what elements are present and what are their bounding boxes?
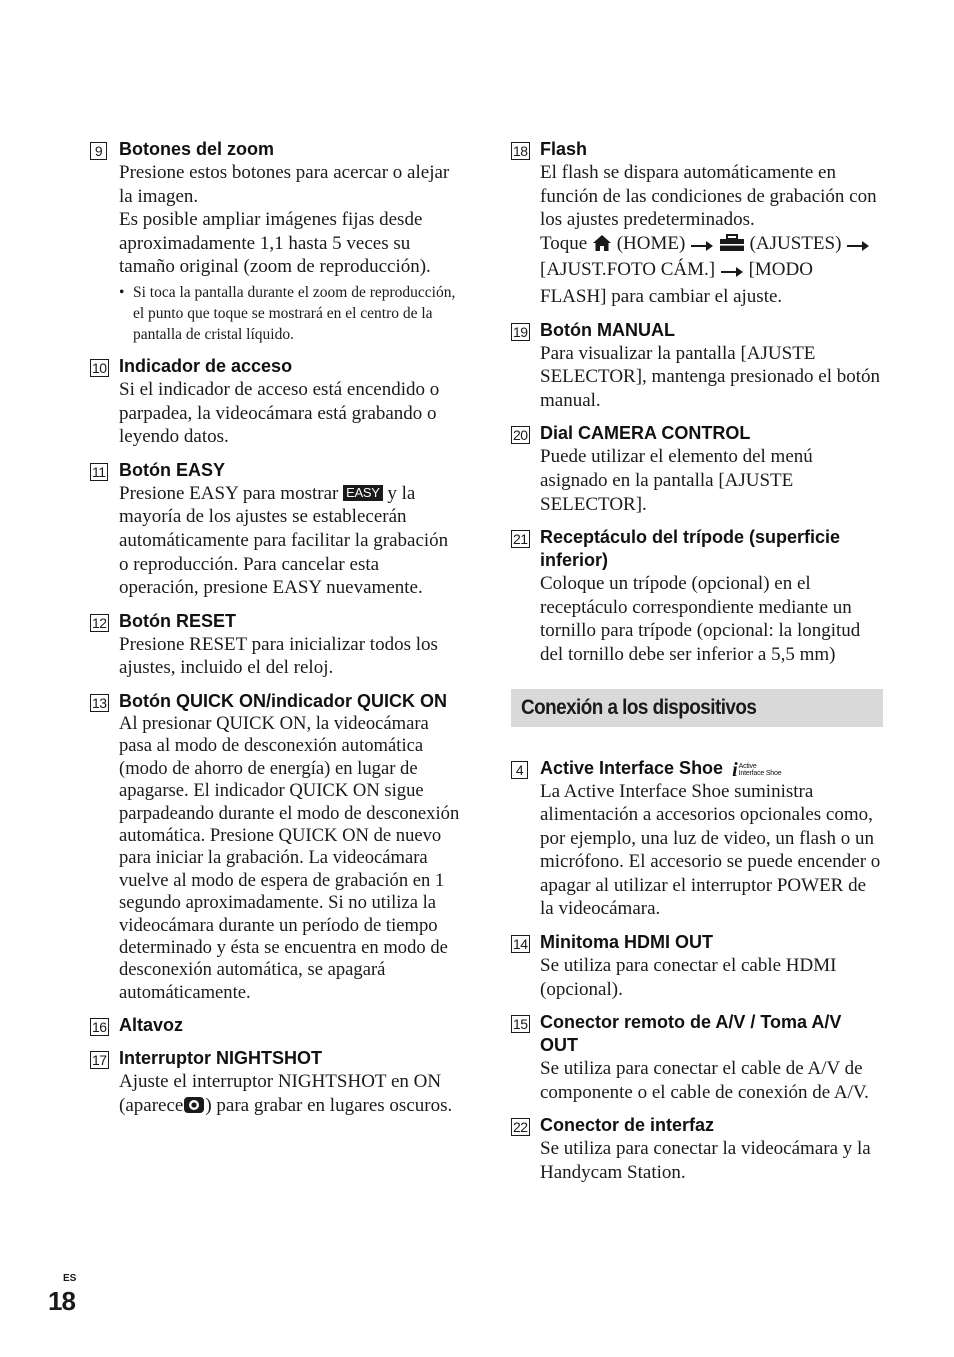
body-part: (AJUSTES) bbox=[749, 232, 842, 254]
item-title: Minitoma HDMI OUT bbox=[540, 932, 713, 953]
home-icon bbox=[592, 234, 612, 259]
item-easy-button bbox=[90, 459, 462, 600]
item-zoom-buttons bbox=[90, 138, 462, 345]
item-number: 18 bbox=[513, 143, 528, 159]
left-column bbox=[90, 138, 462, 1130]
item-number: 4 bbox=[511, 761, 528, 779]
item-speaker bbox=[90, 1014, 462, 1037]
item-title: Receptáculo del trípode (superficie inferior) bbox=[540, 527, 841, 571]
toolbox-icon bbox=[719, 234, 745, 259]
item-body: El flash se dispara automáticamente en función de las condiciones de grabación con los ajustes predeterminados. bbox=[540, 162, 877, 231]
item-body: La Active Interface Shoe suministra alimentación a accesorios opcionales como, por ejemplo, una luz de video, un flash o un micrófono. El accesorio se puede encender o apagar al utilizar el interruptor POWER de la videocámara. bbox=[540, 780, 881, 920]
arrow-right-icon bbox=[690, 235, 714, 259]
item-body: Presione estos botones para acercar o alejar la imagen. bbox=[119, 162, 450, 207]
item-interface-connector bbox=[511, 1114, 883, 1184]
item-number: 22 bbox=[513, 1119, 528, 1136]
body-part: [MODO FLASH] para cambiar el ajuste. bbox=[540, 259, 813, 307]
item-body: Puede utilizar el elemento del menú asignado en la pantalla [AJUSTE SELECTOR]. bbox=[540, 446, 813, 515]
page-language: ES bbox=[63, 1273, 77, 1284]
item-number: 11 bbox=[92, 463, 106, 480]
body-part: ) para grabar en lugares oscuros. bbox=[205, 1094, 453, 1116]
item-tripod-receptacle bbox=[511, 526, 883, 666]
page-number: 18 bbox=[48, 1286, 75, 1316]
item-flash bbox=[511, 138, 883, 309]
item-title: Interruptor NIGHTSHOT bbox=[119, 1048, 322, 1069]
body-part: Ajuste el interruptor NIGHTSHOT en ON (aparece bbox=[119, 1071, 442, 1116]
item-manual-button bbox=[511, 319, 883, 413]
item-procedure bbox=[540, 232, 883, 309]
item-title: Dial CAMERA CONTROL bbox=[540, 423, 751, 444]
item-body: Se utiliza para conectar el cable de A/V de componente o el cable de conexión de A/V. bbox=[540, 1058, 869, 1103]
item-reset-button bbox=[90, 610, 462, 680]
logo-line: Interface Shoe bbox=[738, 769, 782, 777]
item-title: Conector de interfaz bbox=[540, 1115, 715, 1136]
item-body bbox=[119, 1070, 462, 1120]
item-title: Botón QUICK ON/indicador QUICK ON bbox=[119, 690, 447, 711]
item-note bbox=[119, 282, 462, 345]
item-title bbox=[540, 757, 883, 780]
item-access-indicator bbox=[90, 355, 462, 449]
item-camera-control-dial bbox=[511, 422, 883, 516]
item-av-remote-connector bbox=[511, 1011, 883, 1104]
body-part: [AJUST.FOTO CÁM.] bbox=[540, 259, 716, 281]
item-body: Para visualizar la pantalla [AJUSTE SELECTOR], mantenga presionado el botón manual. bbox=[540, 342, 881, 411]
arrow-right-icon bbox=[720, 261, 744, 285]
item-number: 10 bbox=[92, 359, 107, 376]
item-number: 21 bbox=[513, 531, 528, 548]
note-text: Si toca la pantalla durante el zoom de reproducción, el punto que toque se mostrará en el centro de la pantalla de cristal líquido. bbox=[133, 283, 456, 343]
bullet-icon: • bbox=[119, 283, 125, 301]
nightshot-icon bbox=[183, 1096, 205, 1121]
body-part: Presione EASY para mostrar bbox=[119, 482, 339, 504]
item-number: 13 bbox=[92, 694, 107, 711]
item-body: Se utiliza para conectar la videocámara y la Handycam Station. bbox=[540, 1138, 871, 1184]
item-number: 14 bbox=[513, 936, 528, 953]
active-interface-shoe-logo bbox=[732, 758, 782, 781]
section-title: Conexión a los dispositivos bbox=[521, 695, 757, 719]
easy-icon: EASY bbox=[343, 485, 382, 501]
item-title: Botón RESET bbox=[119, 610, 236, 631]
item-number: 17 bbox=[92, 1052, 107, 1069]
logo-text bbox=[739, 763, 782, 777]
item-title: Botones del zoom bbox=[119, 139, 275, 159]
item-body bbox=[119, 482, 462, 600]
body-part: y la mayoría de los ajustes se establecerán automáticamente para facilitar la grabación o reproducción. Para cancelar esta operación, presione EASY nuevamente. bbox=[119, 482, 449, 599]
body-part: (HOME) bbox=[616, 232, 686, 254]
right-column bbox=[511, 138, 883, 1195]
body-part: Toque bbox=[540, 232, 588, 254]
item-body-2: Es posible ampliar imágenes fijas desde aproximadamente 1,1 hasta 5 veces su tamaño original (zoom de reproducción). bbox=[119, 209, 431, 278]
section-header bbox=[511, 689, 883, 727]
item-active-interface-shoe bbox=[511, 757, 883, 922]
title-text: Active Interface Shoe bbox=[540, 757, 724, 778]
item-number: 9 bbox=[90, 142, 107, 160]
item-number: 20 bbox=[513, 427, 528, 444]
item-title: Conector remoto de A/V / Toma A/V OUT bbox=[540, 1012, 842, 1056]
item-title: Altavoz bbox=[119, 1015, 184, 1036]
item-title: Botón EASY bbox=[119, 459, 225, 480]
item-quick-on bbox=[90, 690, 462, 1004]
logo-line: Active bbox=[738, 762, 757, 770]
item-title: Botón MANUAL bbox=[540, 319, 675, 340]
item-number: 12 bbox=[92, 614, 107, 631]
logo-mark: i bbox=[732, 758, 738, 781]
item-body: Coloque un trípode (opcional) en el receptáculo correspondiente mediante un tornillo para trípode (opcional: la longitud del tornillo debe ser inferior a 5,5 mm) bbox=[540, 573, 861, 665]
item-body: Se utiliza para conectar el cable HDMI (opcional). bbox=[540, 955, 837, 1000]
item-hdmi-out bbox=[511, 931, 883, 1001]
item-number: 15 bbox=[513, 1016, 528, 1033]
item-number: 16 bbox=[92, 1019, 107, 1036]
item-nightshot bbox=[90, 1047, 462, 1120]
item-body: Presione RESET para inicializar todos los ajustes, incluido el del reloj. bbox=[119, 633, 438, 679]
item-number: 19 bbox=[513, 323, 528, 340]
arrow-right-icon bbox=[846, 235, 870, 259]
item-title: Flash bbox=[540, 139, 588, 159]
item-title: Indicador de acceso bbox=[119, 355, 293, 376]
item-body: Si el indicador de acceso está encendido o parpadea, la videocámara está grabando o leyendo datos. bbox=[119, 378, 440, 448]
item-body: Al presionar QUICK ON, la videocámara pasa al modo de desconexión automática (modo de ahorro de energía) en lugar de apagarse. El indicador QUICK ON sigue parpadeando durante el modo de desconexión automática. Presione QUICK ON de nuevo para iniciar la grabación. La videocámara vuelve al modo de espera de grabación en 1 segundo aproximadamente. Si no utiliza la videocámara durante un período de tiempo determinado y ésta se encuentra en modo de desconexión automática, se apagará automáticamente. bbox=[119, 712, 460, 1003]
